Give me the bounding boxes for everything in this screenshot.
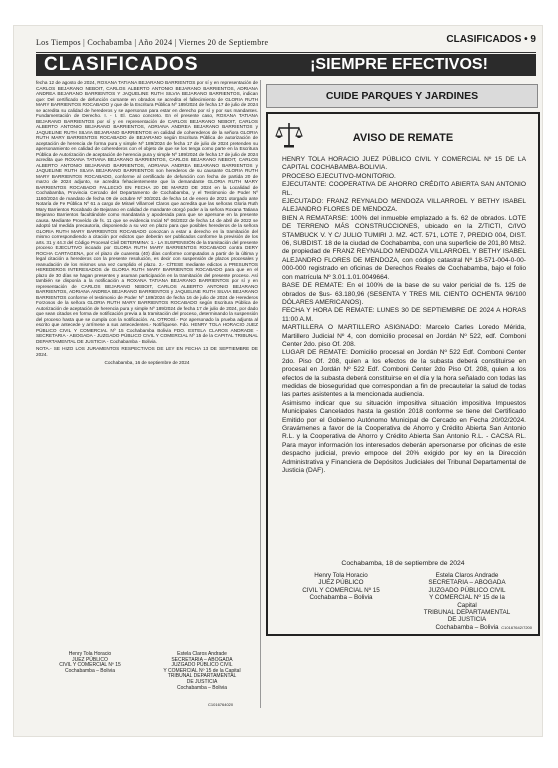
auction-paragraph: BASE DE REMATE: En el 100% de la base de su valor pericial de fs. 125 de obrados de $us- 63.180,96 (SESENTA Y TRES MIL CIENTO OCHENTA 96/100 DÓLARES AMERICANOS). <box>282 282 526 306</box>
edict-code: C1016764020 <box>208 702 234 707</box>
auction-paragraph: FECHA Y HORA DE REMATE: LUNES 30 DE SEPTIEMBRE DE 2024 A HORAS 11:00 A.M. <box>282 307 526 323</box>
edict-body: fecha 12 de agosto de 2024, ROXANA TATIANA BEJARANO BARRIENTOS por sí y en representación de CARLOS BEJARANO NEBOIT, CARLOS ALBERTO ANTONIO BEJARANO BARRIENTOS, ADRIANA ANDREA BEJARANO BARRIENTOS Y JAQUELINE RUTH SILVIA BEJARANO BARRIENTOS, indican que: Del certificado de defunción cursante en obrados se acredita el fallecimiento de GLORIA RUTH MARY BARRIENTOS ROCABADO y que de la Escritura Pública Nº 189/2024 de fecha 17 de julio de 2024 se acredita su calidad de herederos y se apersonan para estar en derecho por sí y por sus mandantes. Fundamentación de Derecho. I. - I. El. Caso concreto. En el presente caso, ROXANA TATIANA BEJARANO BARRIENTOS por sí y en representación de CARLOS BEJARANO NEBOIT, CARLOS ALBERTO ANTONIO BEJARANO BARRIENTOS, ADRIANA ANDREA BEJARANO BARRIENTOS y JAQUELINE RUTH SILVIA BEJARANO BARRIENTOS en calidad de coherederos de la señora GLORIA RUTH MARY BARRIENTOS ROCABADO de BEJARANO según Escritura Pública de autorización de aceptación de herencia de forma pura y simple Nº 189/2024 de fecha 17 de julio de 2024 pretenden su apersonamiento en calidad de coherederos con el objeto de que se los tenga como parte en la Escritura Pública de Autorización de aceptación de herencia pura y simple Nº 189/2024 de fecha 17 de julio de 2024 acredita que ROXANA TATIANA BEJARANO BARRIENTOS, CARLOS BEJARANO NEBOIT, CARLOS ALBERTO ANTONIO BEJARANO BARRIENTOS, ADRIANA ANDREA BEJARANO BARRIENTOS y JAQUELINE RUTH SILVIA BEJARANO BARRIENTOS son herederos de su causante GLORIA RUTH MARY BARRIENTOS ROCABADO, conforme al certificado de defunción con fecha de partida 20 de marzo de 2024 adjunto, se acredita fehacientemente que la demandante GLORIA RUTH MARY BARRIENTOS ROCABADO FALLECIÓ EN FECHA 20 DE MARZO DE 2024 en la Localidad de Cochabamba, Provincia Cercado del Departamento de Cochabamba, y el Testimonio de Poder Nº 1160/2024 de mandato de fecha 09 de octubre Nº 30/2021 de fecha 14 de enero de 2021 otorgado ante Notaría de Fe Pública Nº 61 a cargo de Mirael Villarroel Claros que acredita que las señoras Gloria Ruth Mary Barrientos Rocabado de Bejarano en calidad de mandante otorgó poder a la señora Roxana Tatiana Bejarano Barrientos facultándole como mandataria y apoderada para que se apersone en la presente causa. Mediante Proveído de fs. 11 que se evidencia Incial Nº 06/2022 de fecha 14 de abril de 2022 se adoptó tal medida precautoria, disponiendo a su vez en plazo para que posibles herederos de la señora GLORIA RUTH MARY BARRIENTOS ROCABADO conozcan a estar a derecho en la tramitación del mismo correspondiendo a citación por edictos que deberán ser publicados conforme la previsión de los arts. 31 y 44.3 del Código Procesal Civil DETERMINA: 1.- LA SUSPENSIÓN de la tramitación del presente proceso EJECUTIVO incoado por GLORIA RUTH MARY BARRIENTOS ROCABADO contra DERY ROCHA CARTAGENA, por el plazo de cuarenta (40) días conforme computados a partir de la última y legal citación a herederos con la presente resolución, es decir con suspensión de plazos procesales y reanudación de los mismos una vez cumplido el plazo. 2.- CÍTESE mediante edictos a PRESUNTOS HEREDEROS INTERESADOS de GLORIA RUTH MARY BARRIENTOS ROCABADO para que en el plazo de 30 días se hagan presentes y asuman participación en la tramitación del presente proceso. Así también se disponía a la notificación a ROXANA TATIANA BEJARANO BARRIENTOS por sí y en representación de CARLOS BEJARANO NEBOIT, CARLOS ALBERTO ANTONIO BEJARANO BARRIENTOS, ADRIANA ANDREA BEJARANO BARRIENTOS y JAQUELINE RUTH SILVIA BEJARANO BARRIENTOS conforme el testimonio de Poder Nº 189/2024 de fecha 16 de julio de 2024 de Herederos Forzosos de la señora GLORIA RUTH MARY BARRIENTOS ROCABADO según Escritura Pública de Autorización de aceptación de herencia pura y simple Nº 189/2024 de fecha 17 de julio de 2024, por dado que sean citados en forma de notificación previa a la tramitación del proceso, determinando la suspensión del proceso hasta que se cumpla con la notificación. AL OTROSÍ.- Por apersonado la prueba adjunta al escrito que antecede y arrímese a sus antecedentes.- Notifíquese. Fdo. HENRY TOLA HORACIO JUEZ PÚBLICO CIVIL Y COMERCIAL Nº 15 Cochabamba Bolivia FDO. ESTELA CLAROS ANDRADE - SECRETARIA - ABOGADA - JUZGADO PÚBLICO CIVIL Y COMERCIAL Nº 15 de la CAPITAL TRIBUNAL DEPARTAMENTAL DE JUSTICIA - Cochabamba - Bolivia. <box>36 80 258 344</box>
edict-nota: NOTA.- SE HIZO LOS JURAMENTOS RESPECTIVOS DE LEY EN FECHA 13 DE SEPTIEMBRE DE 2024. <box>36 346 258 357</box>
edict-date: Cochabamba, 16 de septiembre de 2024 <box>104 360 190 365</box>
classifieds-banner: CLASIFICADOS <box>36 54 262 76</box>
auction-paragraph: EJECUTADO: FRANZ REYNALDO MENDOZA VILLARROEL Y BETHY ISABEL ALEJANDRO FLORES DE MENDOZA. <box>282 198 526 214</box>
auction-signature-secretary: Estela Claros Andrade SECRETARIA – ABOGADA JUZGADO PÚBLICO CIVIL Y COMERCIAL Nº 15 de la Capital TRIBUNAL DEPARTAMENTAL DE JUSTICIA Cochabamba – Bolivia <box>423 572 511 631</box>
auction-paragraph: EJECUTANTE: COOPERATIVA DE AHORRO CRÉDITO ABIERTA SAN ANTONIO RL. <box>282 181 526 197</box>
header-section-page: CLASIFICADOS • 9 <box>446 34 536 45</box>
slogan-banner: ¡SIEMPRE EFECTIVOS! <box>262 54 536 76</box>
auction-body <box>282 156 526 475</box>
auction-signature-judge: Henry Tola Horacio JUEZ PÚBLICO CIVIL Y COMERCIAL Nº 15 Cochabamba – Bolivia <box>302 572 380 602</box>
edict-signature-judge: Henry Tola Horacio JUEZ PÚBLICO CIVIL Y COMERCIAL Nº 15 Cochabamba – Bolivia <box>59 651 121 674</box>
auction-paragraph: MARTILLERA O MARTILLERO ASIGNADO: Marcelo Carles Loredo Mérida, Martillero Judicial Nº 4, con domicilio procesal en Jordán Nº 522, edf. Comboni Center 2do. piso Of. 208. <box>282 324 526 348</box>
header-rule <box>36 52 536 53</box>
auction-paragraph: HENRY TOLA HORACIO JUEZ PÚBLICO CIVIL Y COMERCIAL Nº 15 DE LA CAPITAL COCHABAMBA-BOLIVIA. <box>282 156 526 172</box>
column-divider <box>260 80 261 708</box>
auction-code: C10167642/7200 <box>501 625 532 630</box>
auction-paragraph: BIEN A REMATARSE: 100% del inmueble emplazado a fs. 62 de obrados. LOTE DE TERRENO MÁS CONSTRUCCIONES, ubicado en la Z/TICTI, C/IVO STAMBUCK V. Y C/ JULIO TUMIRI J. MZ. 4CT. 571, LOTE 7, PREDIO 004, DIST. 06, SUBDIST. 18 de la ciudad de Cochabamba, con una superficie de 201,80 Mts2. de propiedad de FRANZ REYNALDO MENDOZA VILLARROEL Y BETHY ISABEL ALEJANDRO FLORES DE MENDOZA, con código catastral Nº 18-571-004-0-00-000-000 registrado en oficinas de Derechos Reales de Cochabamba, bajo el folio con matrícula Nº 3.01.1.01.0049664. <box>282 214 526 281</box>
edict-column <box>36 80 258 708</box>
auction-paragraph: LUGAR DE REMATE: Domicilio procesal en Jordán Nº 522 Edf. Comboni Center 2do. Piso Of. 208, quien a los efectos de la subasta deberá constituirse en procesal en Jordán Nº 522 Edf. Comboni Center 2do Piso Of. 208, quien a los efectos de la subasta deberá constituirse en el día y la hora señalado con todas las medidas de bioseguridad que correspondan a fin de precautelar la salud de todas las partes asistentes a la mencionada audiencia. <box>282 349 526 399</box>
section-title: CUIDE PARQUES Y JARDINES <box>266 84 538 108</box>
auction-paragraph: PROCESO EJECUTIVO-MONITORIO. <box>282 172 396 180</box>
auction-notice <box>266 112 540 636</box>
auction-title: AVISO DE REMATE <box>352 132 454 144</box>
header-dateline: Los Tiempos | Cochabamba | Año 2024 | Viernes 20 de Septiembre <box>36 38 269 47</box>
auction-paragraph: Asimismo indicar que su situación impositiva situación impositiva Impuestos Municipales Cancelados hasta la gestión 2018 conforme se tiene del Certificado Emitido por el Gobierno Autónomo Municipal de Cercado en Fecha 20/02/2024. Gravámenes a favor de la Cooperativa de Ahorro y Crédito Abierta San Antonio R.L. y la Cooperativa de Ahorro y Crédito Abierta San Antonio R.L. - CACSA RL. Para mayor información los interesados deberán apersonarse por oficinas de este despacho judicial, previo empoce del 20% exigido por ley en la Dirección Administrativa y Financiera de Depósitos Judiciales del Tribunal Departamental de Justicia (DAF). <box>282 399 526 475</box>
auction-date: Cochabamba, 18 de septiembre de 2024 <box>341 560 465 567</box>
edict-signature-secretary: Estela Claros Andrade SECRETARIA – ABOGADA JUZGADO PÚBLICO CIVIL Y COMERCIAL Nº 15 de la Capital TRIBUNAL DEPARTAMENTAL DE JUSTICIA Cochabamba – Bolivia <box>163 651 241 691</box>
running-header <box>36 34 536 50</box>
